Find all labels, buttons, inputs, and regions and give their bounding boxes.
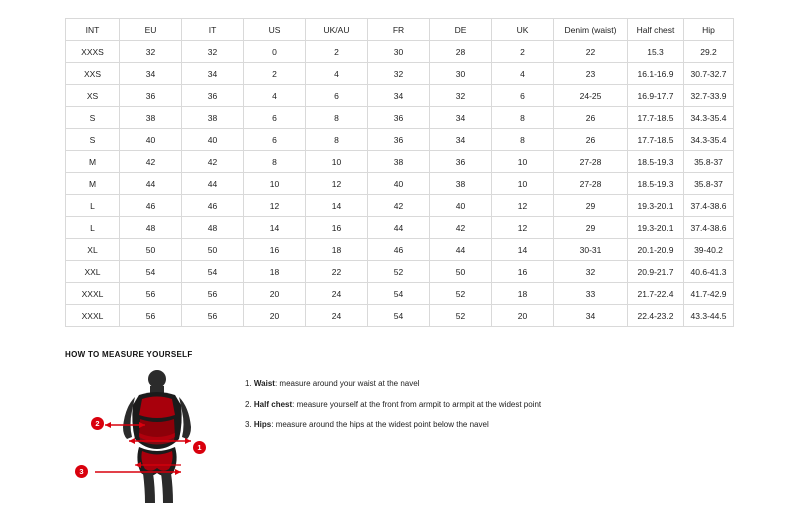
cell: 22 [306,261,368,283]
column-header: US [244,19,306,41]
cell: 4 [492,63,554,85]
cell: 6 [244,129,306,151]
cell: 14 [492,239,554,261]
cell: 18 [306,239,368,261]
cell: 52 [368,261,430,283]
cell: 32 [430,85,492,107]
cell: 30.7-32.7 [684,63,734,85]
cell: 44 [430,239,492,261]
cell: 43.3-44.5 [684,305,734,327]
cell: 21.7-22.4 [628,283,684,305]
cell: 26 [554,129,628,151]
cell: XS [66,85,120,107]
cell: 46 [120,195,182,217]
cell: 50 [182,239,244,261]
cell: 20.9-21.7 [628,261,684,283]
cell: XL [66,239,120,261]
cell: 34 [554,305,628,327]
cell: 10 [306,151,368,173]
cell: 40 [120,129,182,151]
cell: 41.7-42.9 [684,283,734,305]
column-header: IT [182,19,244,41]
step-number: 1. [245,379,252,388]
marker-2: 2 [91,417,104,430]
size-chart-table [65,18,734,327]
cell: 50 [120,239,182,261]
step-number: 3. [245,420,252,430]
cell: 4 [306,63,368,85]
cell: 44 [120,173,182,195]
size-chart-container [65,18,733,327]
column-header: FR [368,19,430,41]
cell: 39-40.2 [684,239,734,261]
cell: 8 [306,107,368,129]
cell: 32 [368,63,430,85]
cell: 10 [492,151,554,173]
measure-steps [245,369,541,441]
cell: 36 [368,129,430,151]
cell: 20 [244,305,306,327]
column-header: EU [120,19,182,41]
marker-1: 1 [193,441,206,454]
table-row [66,129,734,151]
table-row [66,261,734,283]
column-header: Hip [684,19,734,41]
cell: 54 [182,261,244,283]
cell: 46 [182,195,244,217]
cell: 37.4-38.6 [684,195,734,217]
cell: 12 [492,195,554,217]
cell: 50 [430,261,492,283]
cell: S [66,129,120,151]
cell: 12 [306,173,368,195]
table-row [66,217,734,239]
cell: 36 [182,85,244,107]
cell: 0 [244,41,306,63]
cell: 40 [430,195,492,217]
cell: M [66,173,120,195]
table-row [66,63,734,85]
how-to-measure-section [65,350,765,504]
cell: 29 [554,195,628,217]
cell: 54 [368,305,430,327]
table-row [66,283,734,305]
cell: XXXS [66,41,120,63]
cell: 34 [430,129,492,151]
cell: 6 [306,85,368,107]
cell: 12 [492,217,554,239]
cell: 34.3-35.4 [684,129,734,151]
cell: L [66,217,120,239]
cell: 56 [120,305,182,327]
cell: 16.1-16.9 [628,63,684,85]
cell: 56 [182,283,244,305]
cell: 15.3 [628,41,684,63]
cell: 18 [492,283,554,305]
cell: 36 [430,151,492,173]
cell: 40 [182,129,244,151]
cell: 27-28 [554,173,628,195]
step-term: Half chest [253,399,293,409]
step-text: : measure yourself at the front from armpit to armpit at the widest point [292,399,542,409]
measure-step-1 [245,379,541,389]
column-header: UK [492,19,554,41]
cell: 8 [492,107,554,129]
cell: 37.4-38.6 [684,217,734,239]
cell: 52 [430,305,492,327]
cell: 2 [244,63,306,85]
table-row [66,305,734,327]
cell: 17.7-18.5 [628,129,684,151]
cell: 10 [492,173,554,195]
cell: 19.3-20.1 [628,195,684,217]
table-row [66,151,734,173]
cell: XXXL [66,305,120,327]
cell: 30-31 [554,239,628,261]
column-header: DE [430,19,492,41]
cell: XXS [66,63,120,85]
cell: S [66,107,120,129]
cell: 6 [492,85,554,107]
cell: 32 [554,261,628,283]
cell: 44 [182,173,244,195]
cell: 18.5-19.3 [628,173,684,195]
cell: 20 [492,305,554,327]
marker-3: 3 [75,465,88,478]
cell: 23 [554,63,628,85]
cell: 18 [244,261,306,283]
table-header-row [66,19,734,41]
cell: 56 [182,305,244,327]
mannequin-illustration [95,369,220,504]
step-number: 2. [245,399,252,409]
cell: 34.3-35.4 [684,107,734,129]
cell: 29 [554,217,628,239]
cell: 28 [430,41,492,63]
cell: 42 [182,151,244,173]
cell: 38 [120,107,182,129]
cell: 26 [554,107,628,129]
cell: 54 [368,283,430,305]
cell: 24 [306,283,368,305]
measure-step-3 [245,420,541,430]
cell: 20 [244,283,306,305]
cell: 14 [306,195,368,217]
cell: 16 [244,239,306,261]
cell: XXL [66,261,120,283]
cell: 19.3-20.1 [628,217,684,239]
table-row [66,173,734,195]
cell: 48 [120,217,182,239]
cell: 10 [244,173,306,195]
column-header: UK/AU [306,19,368,41]
cell: 34 [430,107,492,129]
cell: 35.8-37 [684,173,734,195]
cell: 8 [306,129,368,151]
cell: 38 [430,173,492,195]
cell: 16 [306,217,368,239]
cell: L [66,195,120,217]
cell: 20.1-20.9 [628,239,684,261]
cell: 8 [244,151,306,173]
cell: 12 [244,195,306,217]
how-to-measure-body [65,369,765,504]
cell: 4 [244,85,306,107]
how-to-measure-title: HOW TO MEASURE YOURSELF [65,350,193,359]
step-text: : measure around the hips at the widest point below the navel [271,420,489,430]
column-header: INT [66,19,120,41]
cell: 24 [306,305,368,327]
cell: 16 [492,261,554,283]
cell: 22 [554,41,628,63]
cell: 32.7-33.9 [684,85,734,107]
cell: 2 [306,41,368,63]
cell: 6 [244,107,306,129]
cell: 32 [120,41,182,63]
table-row [66,195,734,217]
cell: 2 [492,41,554,63]
cell: 34 [182,63,244,85]
table-row [66,239,734,261]
cell: 42 [120,151,182,173]
measure-step-2 [245,400,541,410]
cell: XXXL [66,283,120,305]
mannequin-figure [79,369,220,504]
cell: 30 [430,63,492,85]
cell: 44 [368,217,430,239]
cell: 54 [120,261,182,283]
cell: 38 [368,151,430,173]
table-row [66,85,734,107]
cell: 52 [430,283,492,305]
cell: 14 [244,217,306,239]
cell: 16.9-17.7 [628,85,684,107]
cell: 48 [182,217,244,239]
cell: 42 [368,195,430,217]
cell: 24-25 [554,85,628,107]
cell: 34 [368,85,430,107]
cell: 35.8-37 [684,151,734,173]
step-term: Hips [253,420,272,430]
step-term: Waist [253,379,275,388]
column-header: Half chest [628,19,684,41]
table-row [66,41,734,63]
cell: M [66,151,120,173]
cell: 46 [368,239,430,261]
cell: 34 [120,63,182,85]
cell: 17.7-18.5 [628,107,684,129]
cell: 36 [120,85,182,107]
cell: 38 [182,107,244,129]
column-header: Denim (waist) [554,19,628,41]
cell: 36 [368,107,430,129]
cell: 29.2 [684,41,734,63]
cell: 32 [182,41,244,63]
cell: 30 [368,41,430,63]
cell: 33 [554,283,628,305]
cell: 40.6-41.3 [684,261,734,283]
cell: 22.4-23.2 [628,305,684,327]
table-row [66,107,734,129]
cell: 18.5-19.3 [628,151,684,173]
cell: 42 [430,217,492,239]
cell: 40 [368,173,430,195]
step-text: : measure around your waist at the navel [274,379,420,388]
cell: 56 [120,283,182,305]
cell: 8 [492,129,554,151]
cell: 27-28 [554,151,628,173]
